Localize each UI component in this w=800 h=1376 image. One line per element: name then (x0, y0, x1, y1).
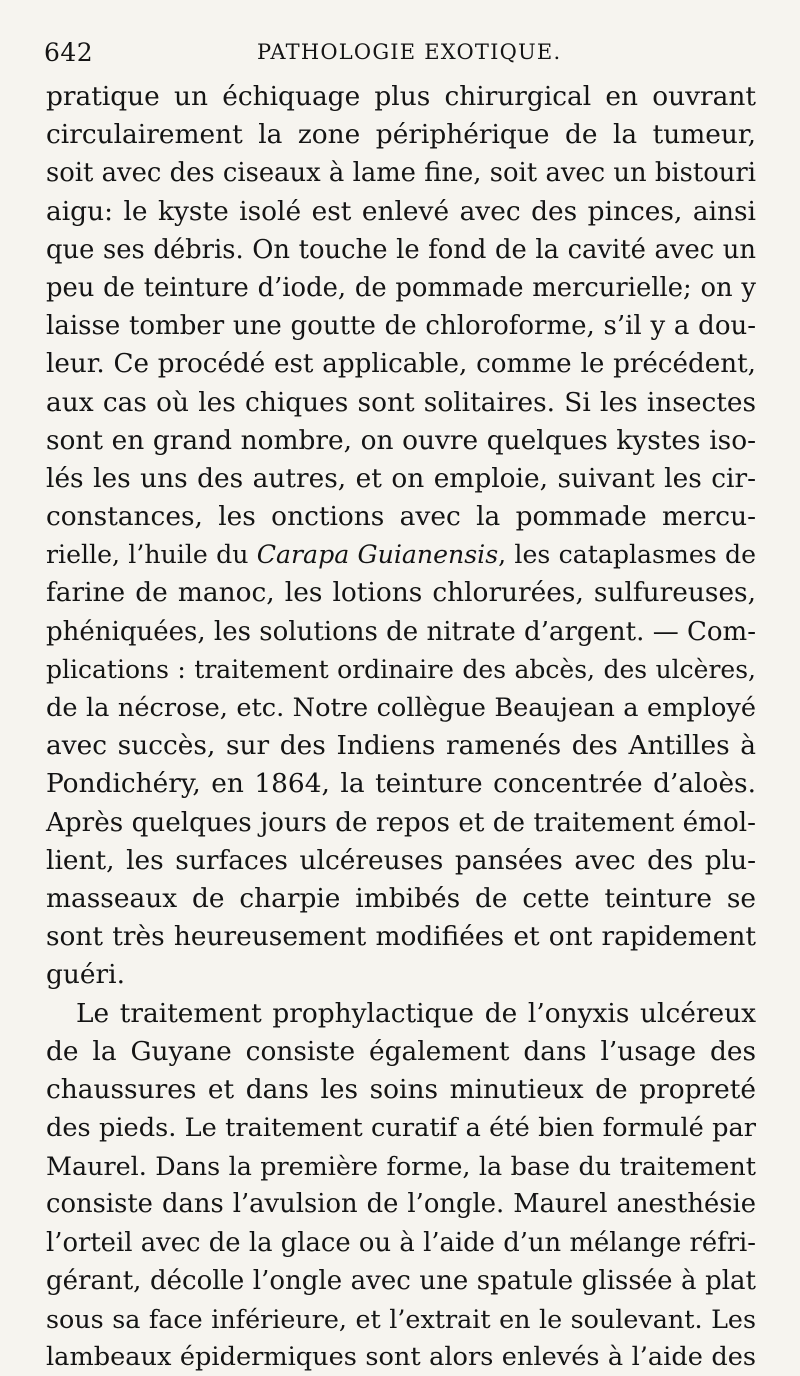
text-line: de la Guyane consiste également dans l’usage des (46, 1033, 756, 1071)
paragraph-2 (46, 995, 756, 1376)
text-line: plications : traitement ordinaire des abcès, des ulcères, (46, 651, 756, 689)
text-line: avec succès, sur des Indiens ramenés des Antilles à (46, 727, 756, 765)
text-line: leur. Ce procédé est applicable, comme le précédent, (46, 345, 756, 383)
text-line: Pondichéry, en 1864, la teinture concentrée d’aloès. (46, 765, 756, 803)
text-line: lés les uns des autres, et on emploie, suivant les cir- (46, 460, 756, 498)
text-line: sont en grand nombre, on ouvre quelques kystes iso- (46, 422, 756, 460)
text-line: lient, les surfaces ulcéreuses pansées avec des plu- (46, 842, 756, 880)
text-line: chaussures et dans les soins minutieux de propreté (46, 1071, 756, 1109)
text-line: sont très heureusement modifiées et ont rapidement (46, 918, 756, 956)
text-line: circulairement la zone périphérique de la tumeur, (46, 116, 756, 154)
running-title: PATHOLOGIE EXOTIQUE. (257, 40, 561, 64)
text-line: peu de teinture d’iode, de pommade mercurielle; on y (46, 269, 756, 307)
text-line: constances, les onctions avec la pommade mercu- (46, 498, 756, 536)
line-text-before: rielle, l’huile du (46, 540, 257, 569)
text-line: masseaux de charpie imbibés de cette teinture se (46, 880, 756, 918)
text-line: phéniquées, les solutions de nitrate d’argent. — Com- (46, 613, 756, 651)
species-name-italic: Carapa Guianensis (257, 540, 498, 569)
text-line: aigu: le kyste isolé est enlevé avec des pinces, ainsi (46, 193, 756, 231)
text-line: pratique un échiquage plus chirurgical en ouvrant (46, 78, 756, 116)
text-line: soit avec des ciseaux à lame fine, soit avec un bistouri (46, 154, 756, 192)
line-text-after: , les cataplasmes de (498, 540, 756, 569)
page-header (44, 38, 756, 74)
text-line: l’orteil avec de la glace ou à l’aide d’un mélange réfri- (46, 1224, 756, 1262)
text-line: farine de manoc, les lotions chlorurées, sulfureuses, (46, 574, 756, 612)
page-number: 642 (44, 38, 93, 67)
text-line: guéri. (46, 956, 756, 994)
text-line: laisse tomber une goutte de chloroforme, s’il y a dou- (46, 307, 756, 345)
text-line: aux cas où les chiques sont solitaires. Si les insectes (46, 384, 756, 422)
text-line: Le traitement prophylactique de l’onyxis ulcéreux (46, 995, 756, 1033)
text-line: Maurel. Dans la première forme, la base du traitement (46, 1147, 756, 1185)
text-line-with-italic (46, 536, 756, 574)
text-line: lambeaux épidermiques sont alors enlevés à l’aide des (46, 1338, 756, 1376)
text-line: sous sa face inférieure, et l’extrait en le soulevant. Les (46, 1300, 756, 1338)
paragraph-1 (46, 78, 756, 995)
body-text (46, 78, 756, 1376)
text-line: Après quelques jours de repos et de traitement émol- (46, 804, 756, 842)
text-line: que ses débris. On touche le fond de la cavité avec un (46, 231, 756, 269)
text-line: consiste dans l’avulsion de l’ongle. Maurel anesthésie (46, 1185, 756, 1223)
text-line: de la nécrose, etc. Notre collègue Beaujean a employé (46, 689, 756, 727)
text-line: gérant, décolle l’ongle avec une spatule glissée à plat (46, 1262, 756, 1300)
text-line: des pieds. Le traitement curatif a été bien formulé par (46, 1109, 756, 1147)
